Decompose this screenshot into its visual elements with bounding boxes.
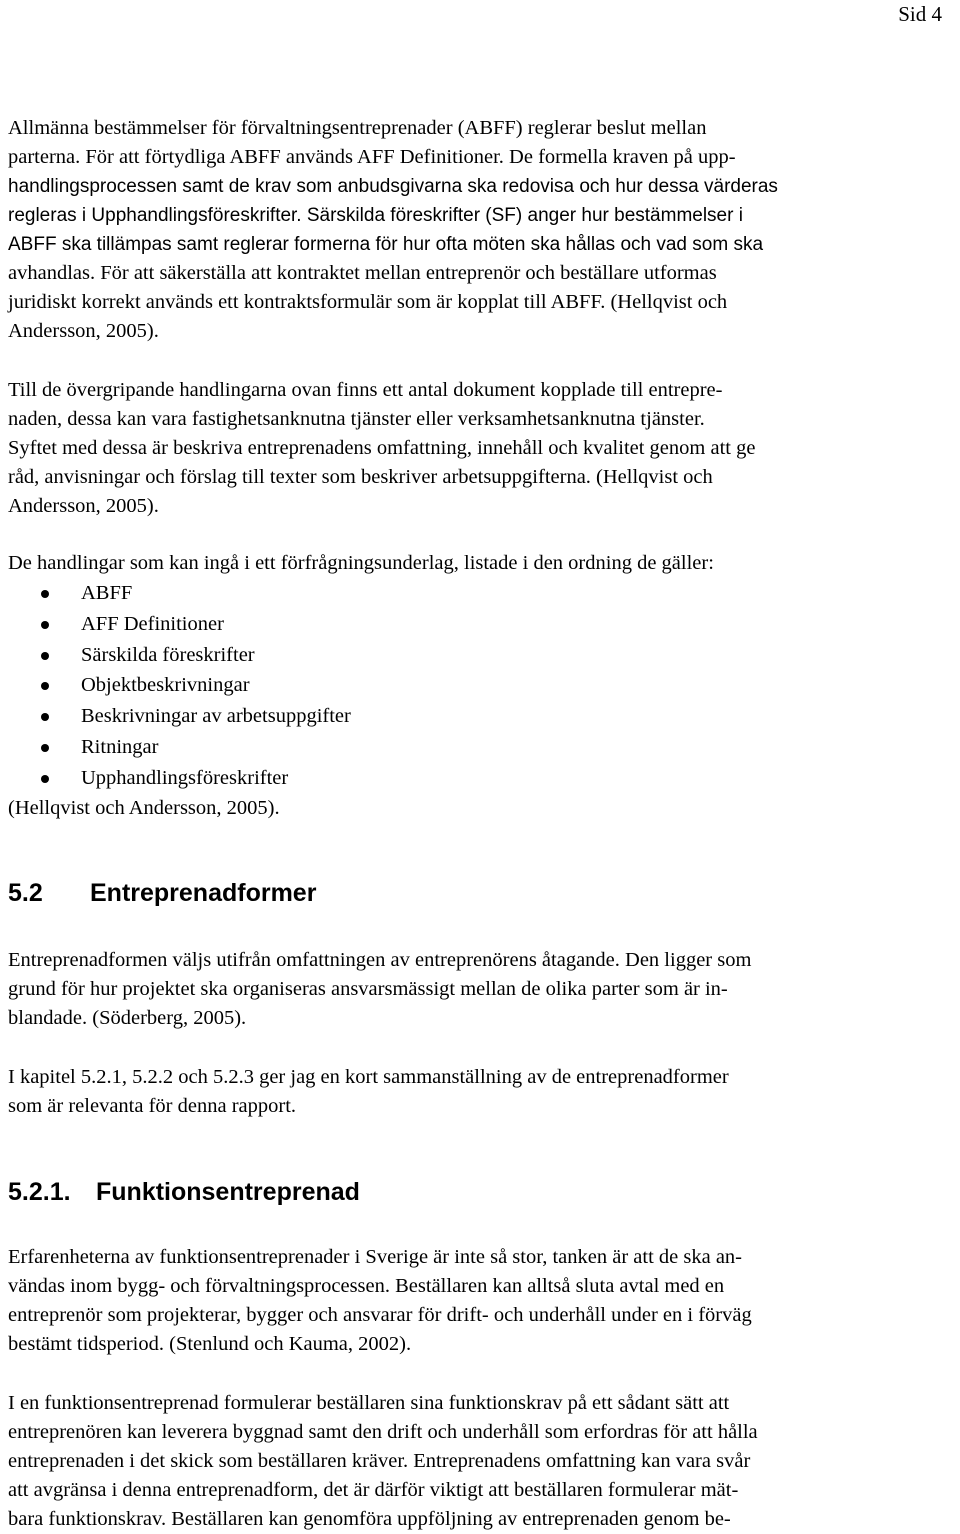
text-line: Andersson, 2005).: [8, 320, 159, 342]
text-line: Syftet med dessa är beskriva entreprenadens omfattning, innehåll och kvalitet genom att ge: [8, 437, 756, 459]
text-line: juridiskt korrekt används ett kontraktsformulär som är kopplat till ABFF. (Hellqvist och: [8, 291, 728, 313]
text-line: ABFF ska tillämpas samt reglerar formerna för hur ofta möten ska hållas och vad som ska: [8, 234, 764, 255]
list-item: [8, 763, 351, 794]
text-line: Andersson, 2005).: [8, 495, 159, 517]
list-item: [8, 578, 351, 609]
section-heading: [8, 878, 316, 908]
page-number: Sid 4: [898, 2, 942, 26]
paragraph-abff-intro: [8, 114, 943, 346]
text-line: blandade. (Söderberg, 2005).: [8, 1007, 247, 1029]
list-item-label: ABFF: [81, 582, 133, 604]
subsection-title: Funktionsentreprenad: [96, 1178, 360, 1206]
list-citation: [8, 794, 943, 823]
paragraph-documents: [8, 376, 943, 521]
text-line: I kapitel 5.2.1, 5.2.2 och 5.2.3 ger jag en kort sammanställning av de entreprenadformer: [8, 1066, 729, 1088]
text-line: entreprenören kan leverera byggnad samt den drift och underhåll som erfordras för att hålla: [8, 1421, 758, 1443]
bullet-icon: [41, 682, 49, 690]
list-item: [8, 732, 351, 763]
text-line: att avgränsa i denna entreprenadform, det är därför viktigt att beställaren formulerar mät-: [8, 1479, 739, 1501]
list-item: [8, 640, 351, 671]
section-title: Entreprenadformer: [90, 879, 317, 907]
list-item-label: AFF Definitioner: [81, 612, 224, 635]
bullet-icon: [41, 713, 49, 721]
section-number: 5.2: [8, 879, 43, 907]
list-item-label: Beskrivningar av arbetsuppgifter: [81, 705, 351, 728]
list-item-label: Ritningar: [81, 735, 159, 758]
list-item: [8, 670, 351, 701]
subsection-number: 5.2.1.: [8, 1178, 71, 1206]
text-line: bestämt tidsperiod. (Stenlund och Kauma, 2002).: [8, 1333, 412, 1355]
text-line: naden, dessa kan vara fastighetsanknutna tjänster eller verksamhetsanknutna tjänster.: [8, 408, 705, 430]
text-line: råd, anvisningar och förslag till texter som beskriver arbetsuppgifterna. (Hellqvist och: [8, 466, 713, 488]
text-line: (Hellqvist och Andersson, 2005).: [8, 797, 280, 819]
text-line: avhandlas. För att säkerställa att kontraktet mellan entreprenör och beställare utformas: [8, 262, 717, 284]
text-line: handlingsprocessen samt de krav som anbudsgivarna ska redovisa och hur dessa värderas: [8, 176, 778, 197]
paragraph-funktionsentreprenad-1: [8, 1243, 943, 1359]
bullet-icon: [41, 652, 49, 660]
text-line: Allmänna bestämmelser för förvaltningsentreprenader (ABFF) reglerar beslut mellan: [8, 117, 707, 139]
subsection-heading: [8, 1177, 360, 1207]
bullet-icon: [41, 590, 49, 598]
list-item: [8, 609, 351, 640]
text-line: som är relevanta för denna rapport.: [8, 1095, 297, 1117]
text-line: Till de övergripande handlingarna ovan finns ett antal dokument kopplade till entrepre-: [8, 379, 723, 401]
text-line: Entreprenadformen väljs utifrån omfattningen av entreprenörens åtagande. Den ligger som: [8, 949, 752, 971]
document-list: [8, 578, 351, 794]
bullet-icon: [41, 744, 49, 752]
paragraph-funktionsentreprenad-2: [8, 1389, 943, 1534]
text-line: entreprenör som projekterar, bygger och ansvarar för drift- och underhåll under en i förväg: [8, 1304, 752, 1326]
paragraph-list-intro: [8, 549, 943, 578]
list-item-label: Upphandlingsföreskrifter: [81, 766, 289, 789]
list-item: [8, 701, 351, 732]
text-line: vändas inom bygg- och förvaltningsprocessen. Beställaren kan alltså sluta avtal med en: [8, 1275, 725, 1297]
list-item-label: Särskilda föreskrifter: [81, 643, 255, 666]
text-line: entreprenaden i det skick som beställaren kräver. Entreprenadens omfattning kan vara svår: [8, 1450, 751, 1472]
text-line: regleras i Upphandlingsföreskrifter. Särskilda föreskrifter (SF) anger hur bestämmelser i: [8, 205, 743, 226]
text-line: parterna. För att förtydliga ABFF används AFF Definitioner. De formella kraven på upp-: [8, 146, 736, 168]
text-line: bara funktionskrav. Beställaren kan genomföra uppföljning av entreprenaden genom be-: [8, 1508, 731, 1530]
bullet-icon: [41, 775, 49, 783]
bullet-icon: [41, 621, 49, 629]
text-line: I en funktionsentreprenad formulerar beställaren sina funktionskrav på ett sådant sätt att: [8, 1392, 730, 1414]
paragraph-entreprenadform: [8, 946, 943, 1033]
text-line: De handlingar som kan ingå i ett förfrågningsunderlag, listade i den ordning de gäller:: [8, 552, 714, 574]
text-line: Erfarenheterna av funktionsentreprenader i Sverige är inte så stor, tanken är att de ska an-: [8, 1246, 743, 1268]
paragraph-chapter-overview: [8, 1063, 943, 1121]
list-item-label: Objektbeskrivningar: [81, 674, 250, 697]
text-line: grund för hur projektet ska organiseras ansvarsmässigt mellan de olika parter som är in-: [8, 978, 728, 1000]
